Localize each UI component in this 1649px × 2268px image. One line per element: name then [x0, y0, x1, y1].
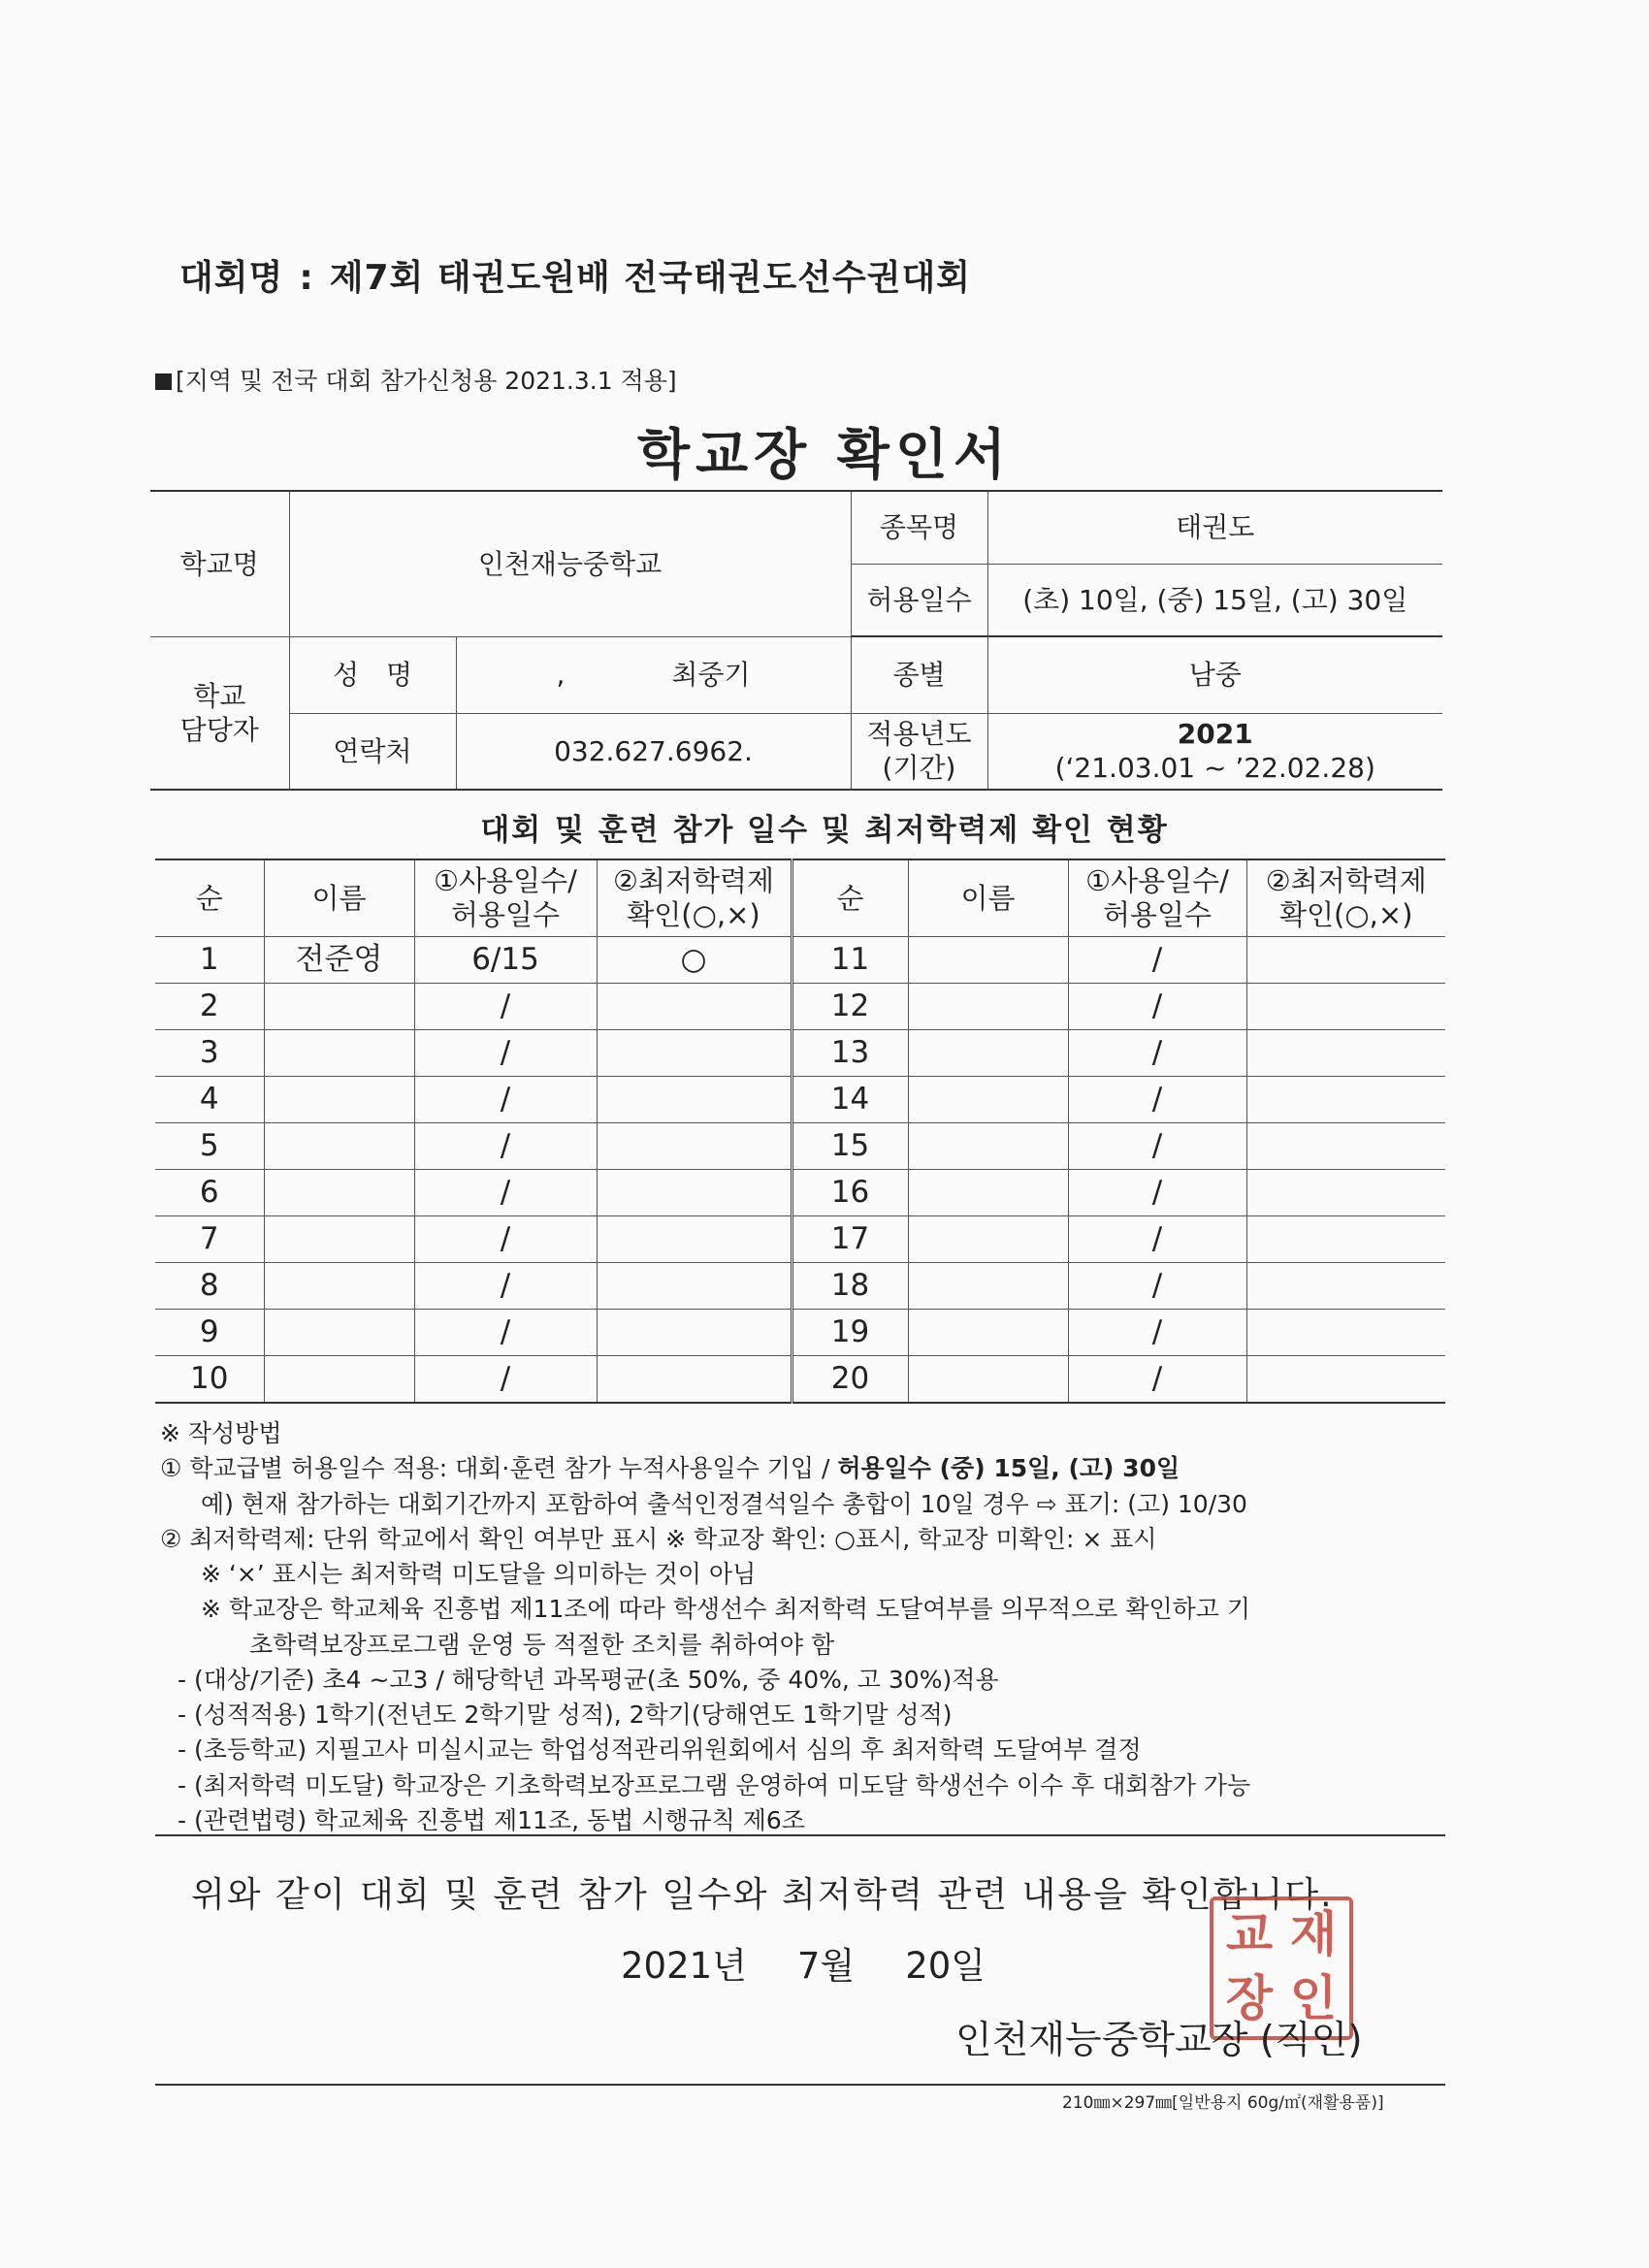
table-row: [155, 1356, 1445, 1404]
row-days: /: [414, 1356, 597, 1404]
row-check: [1246, 984, 1445, 1030]
row-name: [264, 1216, 414, 1263]
row-no: 9: [155, 1310, 264, 1356]
row-no: 17: [792, 1216, 908, 1263]
sport-value: 태권도: [987, 491, 1442, 564]
row-name: [908, 984, 1068, 1030]
event-name: 제7회 태권도원배 전국태권도선수권대회: [329, 258, 972, 298]
row-days: /: [414, 1030, 597, 1077]
row-days: /: [1068, 1077, 1246, 1123]
row-days: /: [1068, 937, 1246, 984]
row-name: 전준영: [264, 937, 414, 984]
notice-text: [지역 및 전국 대회 참가신청용 2021.3.1 적용]: [176, 367, 677, 395]
row-no: 19: [792, 1310, 908, 1356]
row-days: /: [414, 1123, 597, 1170]
issue-date: [621, 1936, 986, 1989]
row-no: 6: [155, 1170, 264, 1216]
row-days: /: [1068, 1170, 1246, 1216]
row-name: [908, 937, 1068, 984]
divider-bottom: [155, 2084, 1445, 2086]
row-no: 5: [155, 1123, 264, 1170]
table-row: [155, 1310, 1445, 1356]
row-name: [264, 1310, 414, 1356]
row-check: [597, 1356, 792, 1404]
header-days: ①사용일수/ 허용일수: [414, 859, 597, 937]
detail-5: - (관련법령) 학교체육 진흥법 제11조, 동법 시행규칙 제6조: [178, 1805, 805, 1834]
row-no: 3: [155, 1030, 264, 1077]
row-check: [597, 1263, 792, 1310]
manager-name-cell: [456, 636, 851, 713]
note-1-text: ① 학교급별 허용일수 적용: 대회·훈련 참가 누적사용일수 기입 /: [160, 1454, 838, 1483]
row-no: 15: [792, 1123, 908, 1170]
row-no: 2: [155, 984, 264, 1030]
row-name: [908, 1123, 1068, 1170]
detail-4: - (최저학력 미도달) 학교장은 기초학력보장프로그램 운영하여 미도달 학생선수 이수 후 대회참가 가능: [178, 1770, 1251, 1799]
notes-title: ※ 작성방법: [160, 1419, 282, 1447]
application-notice: [155, 362, 677, 397]
row-no: 18: [792, 1263, 908, 1310]
row-name: [264, 1077, 414, 1123]
gender-value: 남중: [987, 636, 1442, 713]
row-check: [597, 1030, 792, 1077]
contact-label: 연락처: [289, 713, 456, 790]
row-name: [264, 1170, 414, 1216]
row-no: 16: [792, 1170, 908, 1216]
header-name: 이름: [264, 859, 414, 937]
row-name: [264, 1263, 414, 1310]
row-name: [264, 1030, 414, 1077]
row-days: /: [1068, 984, 1246, 1030]
seal-glyph: 인: [1289, 1969, 1338, 2026]
sport-label: 종목명: [851, 491, 987, 564]
row-name: [908, 1356, 1068, 1404]
row-days: /: [1068, 1216, 1246, 1263]
header-no: 순: [155, 859, 264, 937]
note-2-a: ※ ‘×’ 표시는 최저학력 미도달을 의미하는 것이 아님: [201, 1560, 757, 1588]
row-check: [1246, 1030, 1445, 1077]
row-name: [264, 1123, 414, 1170]
row-check: [597, 1077, 792, 1123]
document-title: 학교장 확인서: [636, 424, 1013, 487]
row-days: 6/15: [414, 937, 597, 984]
table-row: [155, 984, 1445, 1030]
row-days: /: [1068, 1356, 1246, 1404]
year-label: 적용년도 (기간): [851, 713, 987, 790]
row-no: 10: [155, 1356, 264, 1404]
year-period: (‘21.03.01 ~ ’22.02.28): [1054, 752, 1375, 785]
row-no: 13: [792, 1030, 908, 1077]
table-row: [155, 937, 1445, 984]
row-check: [597, 1310, 792, 1356]
header-days: ①사용일수/ 허용일수: [1068, 859, 1246, 937]
allowed-days-value: (초) 10일, (중) 15일, (고) 30일: [987, 564, 1442, 636]
row-no: 14: [792, 1077, 908, 1123]
row-days: /: [1068, 1263, 1246, 1310]
row-check: [1246, 1310, 1445, 1356]
row-days: /: [1068, 1123, 1246, 1170]
event-title: [179, 250, 971, 300]
header-check: ②최저학력제 확인(○,×): [1246, 859, 1445, 937]
detail-3: - (초등학교) 지필고사 미실시교는 학업성적관리위원회에서 심의 후 최저학력 도달여부 결정: [178, 1735, 1142, 1765]
event-label: 대회명: [179, 258, 284, 298]
detail-1: - (대상/기준) 초4 ~고3 / 해당학년 과목평균(초 50%, 중 40%, 고 30%)적용: [178, 1665, 999, 1694]
square-bullet-icon: [155, 373, 172, 390]
row-name: [264, 984, 414, 1030]
seal-glyph: 장: [1225, 1969, 1274, 2026]
row-name: [908, 1216, 1068, 1263]
row-check: [597, 984, 792, 1030]
seal-glyph: 교: [1225, 1905, 1274, 1962]
divider-top: [155, 1834, 1445, 1836]
row-no: 1: [155, 937, 264, 984]
row-name: [908, 1263, 1068, 1310]
row-check: [1246, 937, 1445, 984]
date-year: 2021년: [621, 1945, 747, 1987]
principal-signature: 인천재능중학교장 (직인): [955, 2019, 1363, 2062]
table-row: [155, 1263, 1445, 1310]
status-subtitle: 대회 및 훈련 참가 일수 및 최저학력제 확인 현황: [480, 813, 1169, 848]
note-2: ② 최저학력제: 단위 학교에서 확인 여부만 표시 ※ 학교장 확인: ○표시, 학교장 미확인: × 표시: [160, 1524, 1157, 1553]
manager-name-value: 최중기: [671, 659, 751, 691]
note-2-b: ※ 학교장은 학교체육 진흥법 제11조에 따라 학생선수 최저학력 도달여부를 의무적으로 확인하고 기: [201, 1595, 1251, 1624]
paper-spec: 210㎜×297㎜[일반용지 60g/㎡(재활용품)]: [1062, 2093, 1384, 2113]
table-row: [155, 1077, 1445, 1123]
header-name: 이름: [908, 859, 1068, 937]
row-no: 7: [155, 1216, 264, 1263]
row-days: /: [414, 1310, 597, 1356]
table-row: [155, 1216, 1445, 1263]
seal-glyph: 재: [1289, 1905, 1338, 1962]
row-check: [597, 1170, 792, 1216]
manager-name-mark: ,: [556, 659, 566, 691]
table-row: [155, 1170, 1445, 1216]
row-check: [1246, 1216, 1445, 1263]
row-no: 12: [792, 984, 908, 1030]
row-days: /: [1068, 1030, 1246, 1077]
table-row: [155, 1030, 1445, 1077]
row-no: 4: [155, 1077, 264, 1123]
row-days: /: [414, 1216, 597, 1263]
row-check: ○: [597, 937, 792, 984]
year-value: 2021: [1177, 718, 1253, 751]
participation-table: [155, 859, 1445, 1404]
note-2-c: 초학력보장프로그램 운영 등 적절한 조치를 취하여야 함: [249, 1630, 835, 1659]
row-check: [1246, 1123, 1445, 1170]
row-name: [908, 1310, 1068, 1356]
school-name-label: 학교명: [150, 491, 289, 636]
row-name: [264, 1356, 414, 1404]
manager-label: 학교 담당자: [150, 636, 289, 790]
row-no: 11: [792, 937, 908, 984]
row-name: [908, 1170, 1068, 1216]
row-check: [1246, 1263, 1445, 1310]
header-no: 순: [792, 859, 908, 937]
row-days: /: [414, 1077, 597, 1123]
row-check: [597, 1123, 792, 1170]
table-body: [155, 937, 1445, 1404]
event-separator: :: [299, 258, 314, 298]
note-1-example: 예) 현재 참가하는 대회기간까지 포함하여 출석인정결석일수 총합이 10일 경우 ⇨ 표기: (고) 10/30: [201, 1489, 1247, 1518]
confirmation-statement: 위와 같이 대회 및 훈련 참가 일수와 최저학력 관련 내용을 확인합니다.: [191, 1875, 1334, 1915]
row-name: [908, 1077, 1068, 1123]
row-days: /: [1068, 1310, 1246, 1356]
contact-value: 032.627.6962.: [456, 713, 851, 790]
row-check: [1246, 1077, 1445, 1123]
year-cell: [987, 713, 1442, 790]
row-no: 8: [155, 1263, 264, 1310]
row-check: [597, 1216, 792, 1263]
gender-label: 종별: [851, 636, 987, 713]
note-1: [160, 1451, 1460, 1486]
row-check: [1246, 1170, 1445, 1216]
manager-name-label: 성 명: [289, 636, 456, 713]
table-header-row: [155, 859, 1445, 937]
allowed-days-label: 허용일수: [851, 564, 987, 636]
date-day: 20일: [905, 1945, 986, 1987]
table-row: [155, 1123, 1445, 1170]
row-check: [1246, 1356, 1445, 1404]
row-days: /: [414, 984, 597, 1030]
instructions: [160, 1416, 1460, 1838]
detail-2: - (성적적용) 1학기(전년도 2학기말 성적), 2학기(당해연도 1학기말 성적): [178, 1701, 953, 1729]
row-days: /: [414, 1170, 597, 1216]
date-month: 7월: [796, 1945, 856, 1987]
header-check: ②최저학력제 확인(○,×): [597, 859, 792, 937]
school-info-table: [150, 490, 1442, 791]
school-name-value: 인천재능중학교: [289, 491, 851, 636]
note-1-bold: 허용일수 (중) 15일, (고) 30일: [837, 1454, 1180, 1483]
row-days: /: [414, 1263, 597, 1310]
row-no: 20: [792, 1356, 908, 1404]
row-name: [908, 1030, 1068, 1077]
